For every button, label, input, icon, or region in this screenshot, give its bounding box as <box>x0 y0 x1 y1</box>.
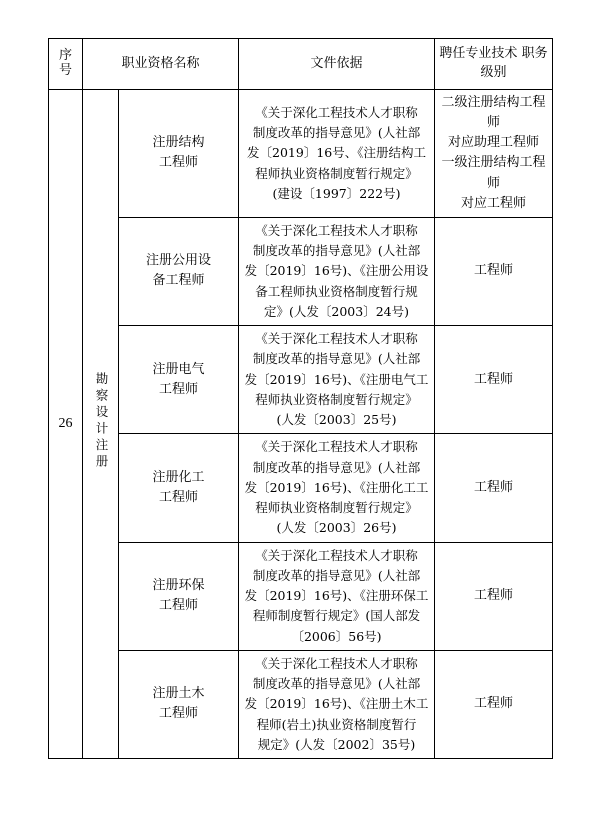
qualification-table <box>48 38 553 759</box>
document-basis: 《关于深化工程技术人才职称 制度改革的指导意见》(人社部 发〔2019〕16号、《注册结构工 程师执业资格制度暂行规定》 (建设〔1997〕222号) <box>239 90 435 218</box>
document-basis: 《关于深化工程技术人才职称 制度改革的指导意见》(人社部 发〔2019〕16号)、《注册电气工 程师执业资格制度暂行规定》 (人发〔2003〕25号) <box>239 326 435 434</box>
document-basis: 《关于深化工程技术人才职称 制度改革的指导意见》(人社部 发〔2019〕16号)、《注册土木工 程师(岩土)执业资格制度暂行 规定》(人发〔2002〕35号) <box>239 650 435 758</box>
position-level: 工程师 <box>435 434 553 542</box>
position-level: 二级注册结构工程师 对应助理工程师 一级注册结构工程师 对应工程师 <box>435 90 553 218</box>
document-basis: 《关于深化工程技术人才职称 制度改革的指导意见》(人社部 发〔2019〕16号)、《注册环保工 程师制度暂行规定》(国人部发 〔2006〕56号) <box>239 542 435 650</box>
table-row <box>49 326 553 434</box>
table-row <box>49 434 553 542</box>
qualification-name: 注册环保 工程师 <box>119 542 239 650</box>
column-header-level <box>435 39 553 90</box>
document-basis: 《关于深化工程技术人才职称 制度改革的指导意见》(人社部 发〔2019〕16号)、《注册化工工 程师执业资格制度暂行规定》 (人发〔2003〕26号) <box>239 434 435 542</box>
sequence-number: 26 <box>49 90 83 759</box>
group-label <box>83 90 119 759</box>
qualification-name: 注册公用设 备工程师 <box>119 217 239 325</box>
qualification-name: 注册化工 工程师 <box>119 434 239 542</box>
position-level: 工程师 <box>435 217 553 325</box>
column-header-level-line2: 职务级别 <box>480 46 548 80</box>
table-row <box>49 650 553 758</box>
column-header-name: 职业资格名称 <box>83 39 239 90</box>
document-basis: 《关于深化工程技术人才职称 制度改革的指导意见》(人社部 发〔2019〕16号)、《注册公用设 备工程师执业资格制度暂行规 定》(人发〔2003〕24号) <box>239 217 435 325</box>
table-header-row <box>49 39 553 90</box>
position-level: 工程师 <box>435 542 553 650</box>
qualification-name: 注册结构 工程师 <box>119 90 239 218</box>
position-level: 工程师 <box>435 650 553 758</box>
table-body <box>49 90 553 759</box>
table-header <box>49 39 553 90</box>
position-level: 工程师 <box>435 326 553 434</box>
column-header-sequence-line2: 号 <box>58 63 72 78</box>
table-row <box>49 90 553 218</box>
group-label-text: 勘察设计注册 <box>93 371 109 471</box>
qualification-name: 注册电气 工程师 <box>119 326 239 434</box>
column-header-sequence-line1: 序 <box>58 48 72 64</box>
column-header-sequence <box>49 39 83 90</box>
table-row <box>49 217 553 325</box>
column-header-level-line1: 聘任专业技术 <box>439 46 518 62</box>
table-row <box>49 542 553 650</box>
column-header-basis: 文件依据 <box>239 39 435 90</box>
qualification-name: 注册土木 工程师 <box>119 650 239 758</box>
